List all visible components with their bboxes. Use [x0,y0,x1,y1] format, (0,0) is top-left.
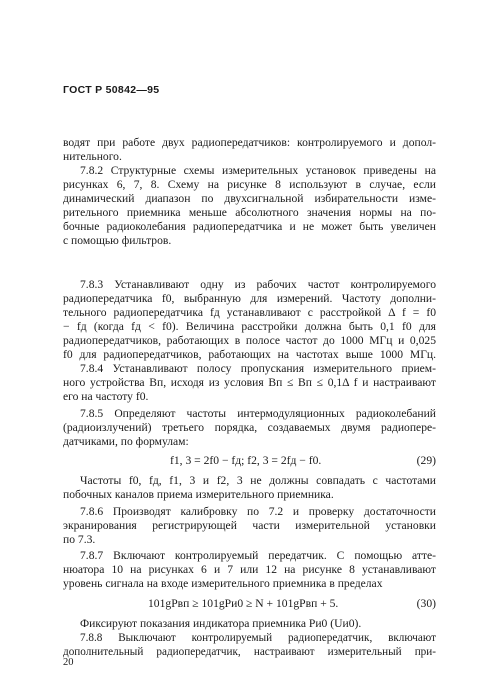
text-line: побочных каналов приема измерительного приемника. [63,488,334,501]
text-line: дополнительный радиопередатчик, настраивают измерительный при- [63,646,436,658]
text-line: 7.8.2 Структурные схемы измерительных установок приведены на [80,164,436,177]
text-line: Частоты f0, fд, f1, 3 и f2, 3 не должны совпадать с частотами [80,474,436,487]
text-line: водят при работе двух радиопередатчиков: контролируемого и допол- [63,136,436,149]
formula-29: f1, 3 = 2f0 − fд; f2, 3 = 2fд − f0. [170,454,322,467]
text-line: радиопередатчика f0, выбранную для измерений. Частоту дополни- [63,292,436,305]
text-line: рисунках 6, 7, 8. Схему на рисунке 8 используют в случае, если [63,178,436,191]
document-header: ГОСТ Р 50842—95 [63,84,160,96]
text-line: радиопередатчиков, работающих в полосе частот до 1000 МГц и 0,025 [63,334,436,347]
text-line: − fд (когда fд < f0). Величина расстройки должна быть 0,1 f0 для [63,320,436,333]
equation-number-29: (29) [416,454,436,467]
text-line: (радиоизлучений) третьего порядка, создаваемых двумя радиопере- [63,421,436,434]
text-line: f0 для радиопередатчиков, работающих на частотах выше 1000 МГц. [63,348,436,361]
page-number: 20 [63,657,74,668]
formula-30: 101gPвп ≥ 101gPи0 ≥ N + 101gPвп + 5. [148,597,339,610]
text-line: рительного приемника меньше абсолютного значения нормы на по- [63,206,436,219]
text-line: с помощью фильтров. [63,234,172,247]
text-line: экранирования регистрирующей части измерительной установки [63,519,436,532]
text-line: тельного радиопередатчика fд устанавливают с расстройкой Δ f = f0 [63,306,436,319]
text-line: динамический диапазон по двухсигнальной избирательности изме- [63,192,436,205]
text-line: 7.8.4 Устанавливают полосу пропускания измерительного прием- [80,362,436,375]
text-line: 7.8.6 Производят калибровку по 7.2 и проверку достаточности [80,505,436,518]
text-line: нительного. [63,150,122,163]
text-line: 7.8.3 Устанавливают одну из рабочих частот контролируемого [80,278,436,291]
text-line: 7.8.8 Выключают контролируемый радиопередатчик, включают [80,632,436,644]
equation-number-30: (30) [416,597,436,610]
text-line: нюатора 10 на рисунках 6 и 7 или 12 на рисунке 8 устанавливают [63,563,436,576]
text-line: его на частоту f0. [63,390,149,403]
text-line: 7.8.5 Определяют частоты интермодуляционных радиоколебаний [80,407,436,420]
text-line: бочные радиоколебания радиопередатчика и не может быть увеличен [63,220,436,233]
text-line: ного устройства Bп, исходя из условия Bп ≤ Bп ≤ 0,1Δ f и настраивают [63,376,436,389]
text-line: уровень сигнала на входе измерительного приемника в пределах [63,577,383,590]
text-line: Фиксируют показания индикатора приемника Pи0 (Uи0). [80,617,362,630]
text-line: 7.8.7 Включают контролируемый передатчик. С помощью атте- [80,549,436,562]
text-line: по 7.3. [63,533,96,546]
text-line: датчиками, по формулам: [63,435,189,448]
